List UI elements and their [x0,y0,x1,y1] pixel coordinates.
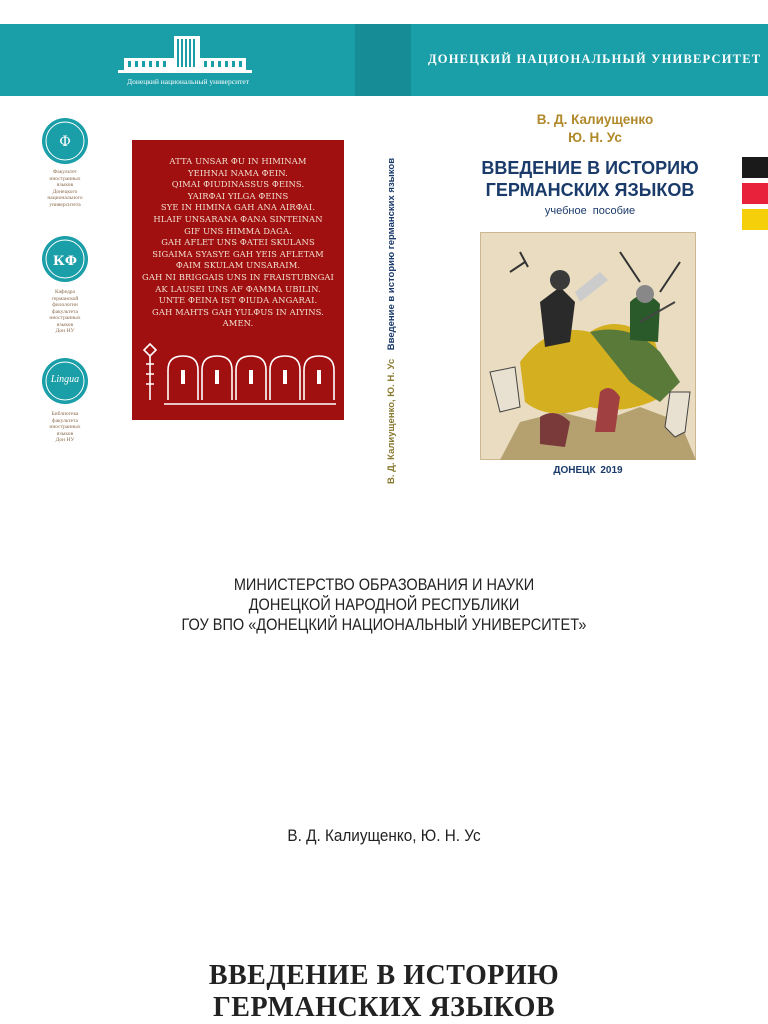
gothic-prayer-text: ATTA UNSAR ФU IN HIMINAM YEIHNAI NAMA ФEIN. QIMAI ФIUDINASSUS ФEINS. YAIRФAI YILGA ФEINS SYE IN HIMINA GAH ANA AIRФAI. HLAIF UNSARANA ФANA SINTEINAN GIF UNS HIMMA DAGA. GAH AFLET UNS ФATEI SKULANS SIGAIMA SYASYE GAH YEIS AFLETAM ФAIM SKULAM UNSARAIM. GAH NI BRIGGAIS UNS IN FRAISTUBNGAI AK LAUSEI UNS AF ФAMMA UBILIN. UNTE ФEINA IST ФIUDA ANGARAI. GAH MAHTS GAH YULФUS IN AIYINS. AMEN. [142,156,334,329]
svg-text:КФ: КФ [52,254,78,269]
svg-text:Ф: Ф [59,134,71,150]
front-city-year: ДОНЕЦК 2019 [553,465,623,476]
lingua-emblem-icon: Lingua [42,358,88,404]
book-spine [356,96,412,494]
gothic-prayer-panel [132,140,344,420]
department-emblem-icon [42,236,88,282]
front-title: ВВЕДЕНИЕ В ИСТОРИЮ ГЕРМАНСКИХ ЯЗЫКОВ [481,158,699,200]
spine-header-band [355,24,411,96]
gothic-arcade-ornament [138,340,338,410]
faculty-emblem-icon [42,118,88,164]
knights-battle-illustration [480,232,696,460]
department-emblem-caption: Кафедра германской филологии факультета иностранных языков Дон НУ [49,289,81,334]
ministry-heading: МИНИСТЕРСТВО ОБРАЗОВАНИЯ И НАУКИ ДОНЕЦКОЙ НАРОДНОЙ РЕСПУБЛИКИ ГОУ ВПО «ДОНЕЦКИЙ НАЦИОНАЛЬНЫЙ УНИВЕРСИТЕТ» [181,576,587,634]
faculty-emblem-caption: Факультет иностранных языков Донецкого национального университета [47,169,83,208]
university-logo [108,34,268,90]
lingua-emblem-caption: Библиотека факультета иностранных языков Дон НУ [49,411,81,443]
spine-text [386,158,397,484]
german-flag-icon [742,157,768,231]
university-building-icon [108,34,268,78]
front-subtitle: учебное пособие [544,205,636,217]
title-page-title: ВВЕДЕНИЕ В ИСТОРИЮ ГЕРМАНСКИХ ЯЗЫКОВ [208,960,560,1023]
spine-authors: В. Д. Калиущенко, Ю. Н. Ус [386,358,397,484]
spine-title: Введение в историю германских языков [386,157,397,351]
title-page-authors: В. Д. Калиущенко, Ю. Н. Ус [287,826,481,845]
front-authors: В. Д. Калиущенко Ю. Н. Ус [536,112,654,145]
logo-caption: Донецкий национальный университет [127,77,249,86]
university-banner: ДОНЕЦКИЙ НАЦИОНАЛЬНЫЙ УНИВЕРСИТЕТ [428,52,762,66]
